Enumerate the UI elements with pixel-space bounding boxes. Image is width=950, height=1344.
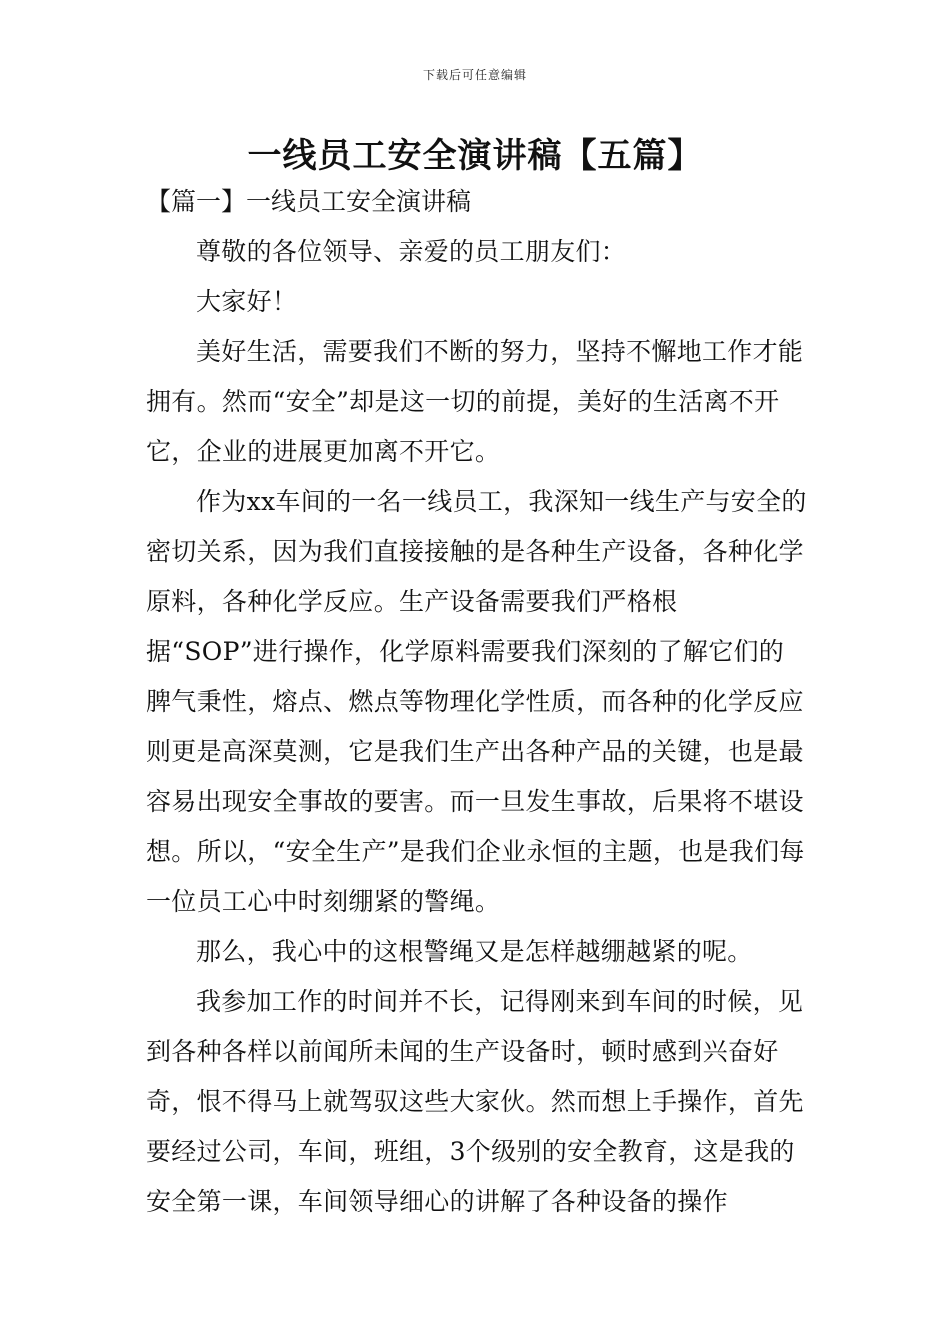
paragraph-salutation: 尊敬的各位领导、亲爱的员工朋友们： xyxy=(196,237,627,266)
paragraph: 美好生活，需要我们不断的努力，坚持不懈地工作才能拥有。然而“安全”却是这一切的前提，美好的生活离不开它，企业的进展更加离不开它。 xyxy=(146,337,804,466)
section-heading: 【篇一】一线员工安全演讲稿 xyxy=(146,187,472,216)
body-text xyxy=(146,227,808,1227)
paragraph: 我参加工作的时间并不长，记得刚来到车间的时候，见到各种各样以前闻所未闻的生产设备时，顿时感到兴奋好奇，恨不得马上就驾驭这些大家伙。然而想上手操作，首先要经过公司，车间，班组，3个级别的安全教育，这是我的安全第一课，车间领导细心的讲解了各种设备的操作 xyxy=(146,987,804,1216)
paragraph: 作为xx车间的一名一线员工，我深知一线生产与安全的密切关系，因为我们直接接触的是各种生产设备，各种化学原料，各种化学反应。生产设备需要我们严格根据“SOP”进行操作，化学原料需要我们深刻的了解它们的脾气秉性，熔点、燃点等物理化学性质，而各种的化学反应则更是高深莫测，它是我们生产出各种产品的关键，也是最容易出现安全事故的要害。而一旦发生事故，后果将不堪设想。所以，“安全生产”是我们企业永恒的主题，也是我们每一位员工心中时刻绷紧的警绳。 xyxy=(146,487,807,916)
paragraph-greeting: 大家好！ xyxy=(196,287,298,316)
document-title: 一线员工安全演讲稿【五篇】 xyxy=(247,136,703,176)
paragraph: 那么，我心中的这根警绳又是怎样越绷越紧的呢。 xyxy=(196,937,753,966)
header-note: 下载后可任意编辑 xyxy=(422,68,527,82)
